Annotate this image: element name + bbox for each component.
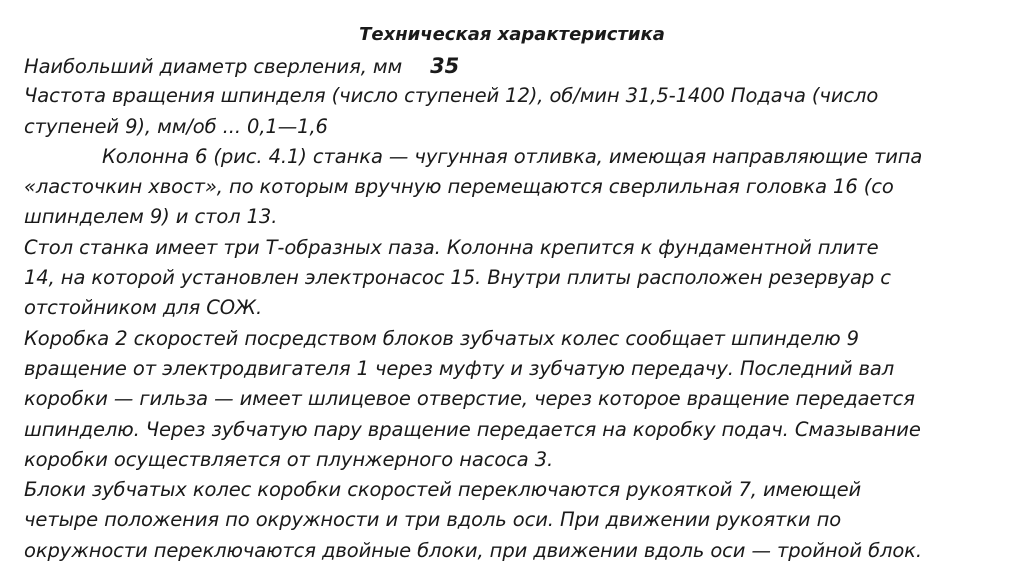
text-line: 14, на которой установлен электронасос 15. Внутри плиты расположен резервуар с bbox=[24, 266, 891, 290]
line-text: Наибольший диаметр сверления, мм bbox=[24, 55, 403, 78]
max-drill-diameter-value: 35 bbox=[430, 54, 460, 78]
text-line: отстойником для СОЖ. bbox=[24, 296, 263, 320]
text-line: шпинделем 9) и стол 13. bbox=[24, 205, 278, 229]
text-line: «ласточкин хвост», по которым вручную перемещаются сверлильная головка 16 (со bbox=[24, 175, 894, 199]
text-line: Блоки зубчатых колес коробки скоростей переключаются рукояткой 7, имеющей bbox=[24, 478, 862, 502]
document-body bbox=[24, 51, 1004, 566]
text-line: Стол станка имеет три Т-образных паза. Колонна крепится к фундаментной плите bbox=[24, 235, 879, 259]
document-title: Техническая характеристика bbox=[359, 24, 665, 45]
text-line: коробки — гильза — имеет шлицевое отверстие, через которое вращение передается bbox=[24, 387, 915, 411]
text-line: Частота вращения шпинделя (число ступеней 12), об/мин 31,5-1400 Подача (число bbox=[24, 84, 879, 108]
paragraph-first-line: Колонна 6 (рис. 4.1) станка — чугунная отливка, имеющая направляющие типа bbox=[102, 144, 923, 168]
text-line: коробки осуществляется от плунжерного насоса 3. bbox=[24, 447, 554, 471]
text-line bbox=[24, 51, 1004, 81]
text-line: окружности переключаются двойные блоки, при движении вдоль оси — тройной блок. bbox=[24, 538, 922, 562]
text-line: вращение от электродвигателя 1 через муфту и зубчатую передачу. Последний вал bbox=[24, 356, 895, 380]
text-line: Коробка 2 скоростей посредством блоков зубчатых колес сообщает шпинделю 9 bbox=[24, 326, 859, 350]
text-line: четыре положения по окружности и три вдоль оси. При движении рукоятки по bbox=[24, 508, 842, 532]
text-line: шпинделю. Через зубчатую пару вращение передается на коробку подач. Смазывание bbox=[24, 417, 921, 441]
text-line: ступеней 9), мм/об ... 0,1—1,6 bbox=[24, 114, 328, 138]
